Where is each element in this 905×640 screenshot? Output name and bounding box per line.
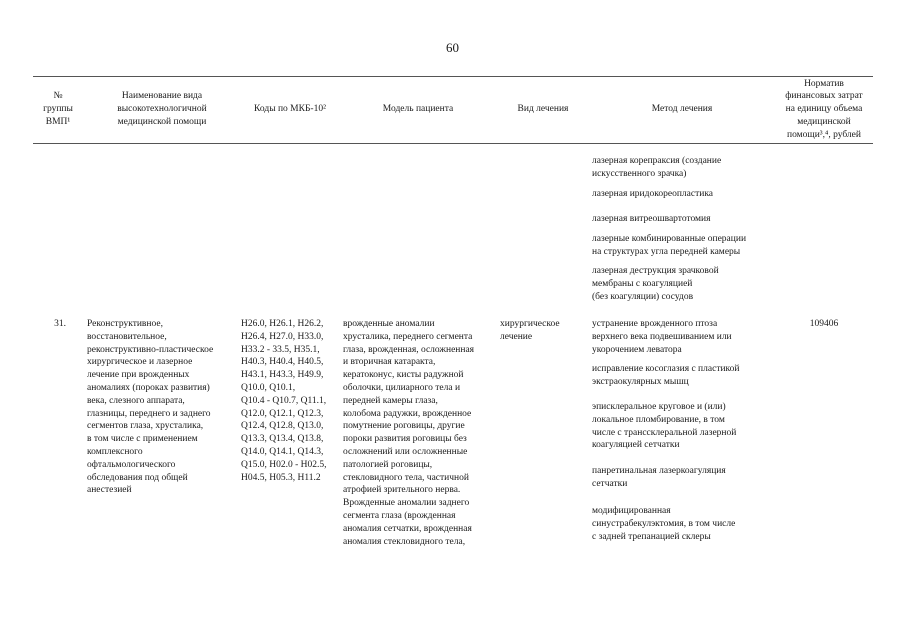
header-patient-model: Модель пациента [382, 104, 454, 115]
header-care-type: Наименование вида высокотехнологичной медицинской помощи [117, 91, 207, 127]
method-2: исправление косоглазия с пластикой экстраокулярных мышц [592, 364, 740, 387]
header-financial-norm: Норматив финансовых затрат на единицу объема медицинской помощи³,⁴, рублей [785, 78, 863, 140]
page-number: 60 [446, 40, 459, 55]
method-1: устранение врожденного птоза верхнего века подвешиванием или укорочением леватора [592, 319, 732, 355]
treatment-type: хирургическое лечение [500, 319, 560, 342]
continued-method-3: лазерная витреошвартотомия [592, 214, 711, 224]
continued-method-4: лазерные комбинированные операции на структурах угла передней камеры [592, 234, 747, 257]
patient-model: врожденные аномалии хрусталика, переднего сегмента глаза, врожденная, осложненная и вторичная катаракта, кератоконус, кисты радужной оболочки, цилиарного тела и передней камеры глаза, колобома радужки, врожденное помутнение роговицы, другие пороки развития роговицы без осложнений или осложненные патологией роговицы, стекловидного тела, частичной атрофией зрительного нерва. Врожденные аномалии заднего сегмента глаза (врожденная аномалия сетчатки, врожденная аномалия стекловидного тела, [343, 319, 475, 547]
header-treatment-type: Вид лечения [517, 104, 569, 115]
method-4: панретинальная лазеркоагуляция сетчатки [592, 466, 726, 489]
icd-codes: H26.0, H26.1, H26.2, H26.4, H27.0, H33.0, H33.2 - 33.5, H35.1, H40.3, H40.4, H40.5, H43.1, H43.3, H49.9, Q10.0, Q10.1, Q10.4 - Q10.7, Q11.1, Q12.0, Q12.1, Q12.3, Q12.4, Q12.8, Q13.0, Q13.3, Q13.4, Q13.8, Q14.0, Q14.1, Q14.3, Q15.0, H02.0 - H02.5, H04.5, H05.3, H11.2 [241, 319, 327, 483]
method-5: модифицированная синустрабекулэктомия, в том числе с задней трепанацией склеры [592, 506, 736, 542]
row-number: 31. [54, 319, 66, 329]
continued-method-1: лазерная корепраксия (создание искусственного зрачка) [592, 156, 722, 179]
header-icd-codes: Коды по МКБ-10² [254, 104, 326, 115]
method-3: эписклеральное круговое и (или) локальное пломбирование, в том числе с транссклеральной лазерной коагуляцией сетчатки [592, 402, 737, 451]
header-treatment-method: Метод лечения [651, 104, 713, 115]
header-group-number: № группы ВМП¹ [43, 91, 73, 127]
continued-method-2: лазерная иридокореопластика [592, 189, 714, 199]
financial-norm-value: 109406 [809, 319, 839, 329]
header-bottom-border [33, 143, 873, 144]
care-type-name: Реконструктивное, восстановительное, реконструктивно-пластическое хирургическое и лазерное лечение при врожденных аномалиях (пороках развития) века, слезного аппарата, глазницы, переднего и заднего сегментов глаза, хрусталика, в том числе с применением комплексного офтальмологического обследования под общей анестезией [87, 319, 214, 496]
continued-method-5: лазерная деструкция зрачковой мембраны с коагуляцией (без коагуляции) сосудов [592, 266, 719, 302]
